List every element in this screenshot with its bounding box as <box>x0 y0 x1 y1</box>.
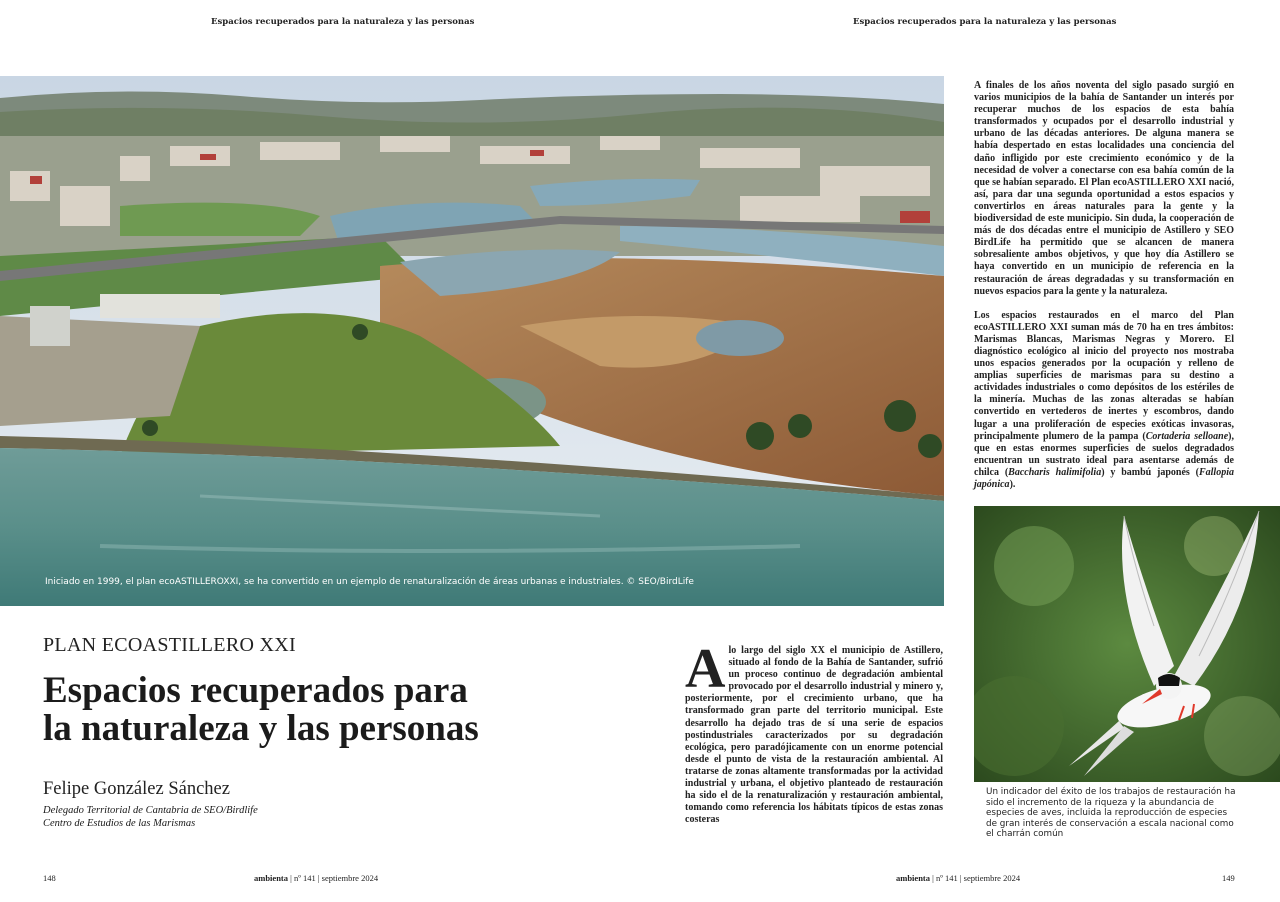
body-paragraph-1: A finales de los años noventa del siglo pasado surgió en varios municipios de la bahía de Santander un interés por recuperar muchos de los espacios de esta bahía transformados y ocupados por el desarrollo industrial y urbano de las décadas anteriores. De alguna manera se había despertado en estas localidades una conciencia del daño infligido por este crecimiento económico y de la necesidad de volver a conectarse con esa bahía común de la que se habían separado. El Plan ecoASTILLERO XXI nació, así, para dar una segunda oportunidad a estos espacios y convertirlos en áreas naturales para la gente y la biodiversidad de este municipio. Sin duda, la cooperación de más de dos décadas entre el municipio de Astillero y SEO BirdLife ha permitido que se alcancen de manera sobresaliente ambos objetivos, y que hoy día Astillero se haya convertido en un municipio de referencia en la restauración de áreas degradadas y su transformación en nuevos espacios para la gente y la naturaleza. <box>974 80 1234 297</box>
running-header-right: Espacios recuperados para la naturaleza y las personas <box>853 17 1117 27</box>
footer-left <box>254 873 378 883</box>
tern-photo <box>974 506 1280 782</box>
footer-right <box>896 873 1020 883</box>
intro-paragraph <box>685 638 943 826</box>
author-affiliation <box>43 804 258 830</box>
article-title-line2: la naturaleza y las personas <box>43 708 479 749</box>
bird-photo-caption: Un indicador del éxito de los trabajos de restauración ha sido el incremento de la riqueza y la abundancia de especies de aves, incluida la reproducción de especies de gran interés de conservación a escala nacional como el charrán común <box>986 787 1236 839</box>
paragraph2-part-a: Los espacios restaurados en el marco del Plan ecoASTILLERO XXI suman más de 70 ha en tres ámbitos: Marismas Blancas, Marismas Negras y Morero. El diagnóstico ecológico al inicio del proyecto nos mostraba unos espacios generados por la ocupación y relleno de amplias superficies de marismas para su destino a actividades industriales o como depósitos de los estériles de la minería. Muchas de las zonas alteradas se habían convertido en vertederos de inertes y escombros, dando lugar a una proliferación de especies exóticas invasoras, principalmente plumero de la pampa ( <box>974 309 1234 442</box>
footer-mag-left: ambienta <box>254 873 288 883</box>
right-column-text <box>974 80 1234 503</box>
page-number-right: 149 <box>1222 873 1235 883</box>
species-name-fallopia: Fallopia japónica <box>974 466 1234 490</box>
footer-mag-right: ambienta <box>896 873 930 883</box>
species-name-baccharis: Baccharis halimifolia <box>1008 466 1102 478</box>
article-title <box>43 672 663 748</box>
footer-issue-right: | nº 141 | septiembre 2024 <box>932 873 1021 883</box>
page-number-left: 148 <box>43 873 56 883</box>
drop-cap: A <box>685 638 726 700</box>
running-header-left: Espacios recuperados para la naturaleza y las personas <box>211 17 475 27</box>
intro-text: lo largo del siglo XX el municipio de Astillero, situado al fondo de la Bahía de Santander, sufrió un proceso continuo de degradación ambiental provocado por el desarrollo industrial y minero y, posteriormente, por el crecimiento urbano, que ha transformado gran parte del territorio municipal. Este desarrollo ha dejado tras de sí una serie de espacios postindustriales caracterizados por su degradación ecológica, pero paradójicamente con un enorme potencial desde el punto de vista de la restauración ambiental. Al tratarse de zonas altamente transformadas por la actividad industrial y urbana, el objetivo planteado de restauración ha sido el de la renaturalización y restauración ambiental, tomando como referencia los hábitats típicos de estas zonas costeras <box>685 645 943 826</box>
affiliation-line1: Delegado Territorial de Cantabria de SEO/Birdlife <box>43 805 258 816</box>
author-name: Felipe González Sánchez <box>43 779 230 799</box>
paragraph2-part-c: ) y bambú japonés ( <box>1101 466 1199 478</box>
article-title-line1: Espacios recuperados para <box>43 670 468 711</box>
body-paragraph-2 <box>974 310 1234 491</box>
main-photo-caption: Iniciado en 1999, el plan ecoASTILLEROXXI, se ha convertido en un ejemplo de renaturalización de áreas urbanas e industriales. © SEO/BirdLife <box>45 577 694 587</box>
aerial-wetland-photo <box>0 76 944 606</box>
footer-issue-left: | nº 141 | septiembre 2024 <box>290 873 379 883</box>
paragraph2-part-d: ). <box>1009 479 1016 490</box>
section-kicker: PLAN ECOASTILLERO XXI <box>43 634 296 656</box>
affiliation-line2: Centro de Estudios de las Marismas <box>43 818 196 829</box>
species-name-cortaderia: Cortaderia selloane <box>1145 430 1229 442</box>
paragraph2-part-b: ), que en estas enormes superficies de suelos degradados encuentran un sustrato ideal para asentarse además de chilca ( <box>974 430 1234 478</box>
